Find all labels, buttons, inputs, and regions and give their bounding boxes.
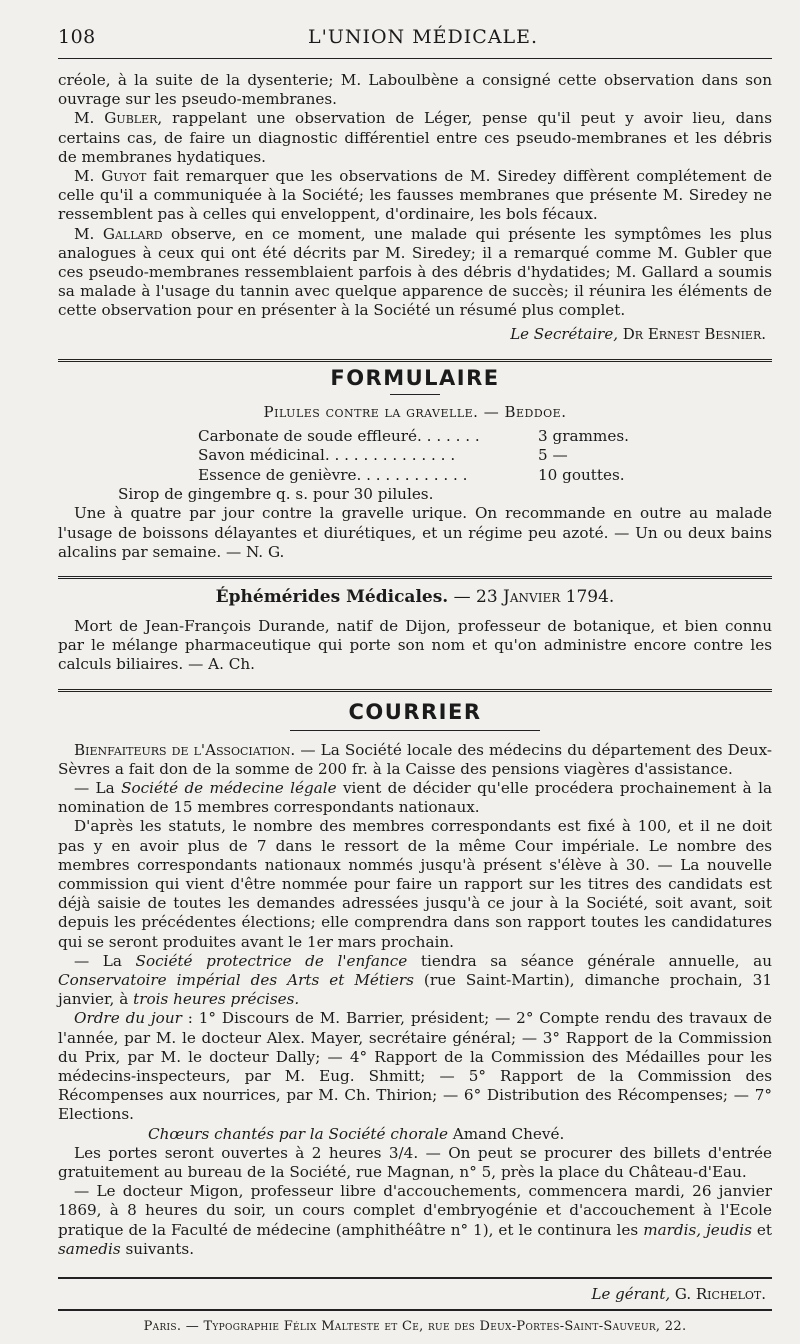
ephemerides-title: Éphémérides Médicales. (215, 586, 449, 607)
formulaire-section (58, 366, 772, 562)
paragraph-text: — La (74, 778, 122, 797)
discussion-text: fait remarquer que les observations de M. Siredey diffèrent complétement de celle qu'il a communiquée à la Société; les fausses membranes que présente M. Siredey ne ressemblent pas à celles qui enveloppent, d'ordinaire, les bols fécaux. (58, 167, 772, 224)
footer (58, 1277, 772, 1334)
section-title: COURRIER (348, 699, 482, 724)
ephemerides-heading (58, 587, 772, 607)
ingredients-table (198, 427, 629, 486)
paragraph-text: et (751, 1220, 773, 1239)
speaker-name: M. Guyot (74, 167, 147, 186)
courrier-section (58, 700, 772, 1259)
discussion-text: observe, en ce moment, une malade qui présente les symptômes les plus analogues à ceux qui ont été décrits par M. Siredey; il a remarqué comme M. Gubler que ces pseudo-membranes ressemblaient parfois à des débris d'hydatides; M. Gallard a soumis sa malade à l'usage du tannin avec quelque apparence de succès; il réunira les éléments de cette observation pour en présenter à la Société un résumé plus complet. (58, 224, 773, 320)
paragraph-text: tiendra sa séance générale annuelle, au (407, 951, 773, 970)
journal-title: L'UNION MÉDICALE. (308, 26, 539, 48)
instructions-paragraph: Une à quatre par jour contre la gravelle urique. On recommande en outre au malade l'usage de boissons délayantes et diurétiques, et un régime peu azoté. — Un ou deux bains alcalins par semaine. — N. G. (58, 504, 772, 561)
course-days: mardis, jeudis (643, 1220, 752, 1239)
courrier-paragraph (58, 1009, 772, 1124)
paragraph-text: vient de décider qu'elle procédera prochainement à la nomination de 15 membres correspondants nationaux. (58, 778, 772, 817)
speaker-name: M. Gubler, (74, 109, 163, 128)
courrier-paragraph (58, 1182, 772, 1259)
agenda-text: : 1° Discours de M. Barrier, président; — 2° Compte rendu des travaux de l'année, par M. le docteur Alex. Mayer, secrétaire général; — 3° Rapport de la Commission du Prix, par M. le docteur Dally; — 4° Rapport de la Commission des Médailles pour les médecins-inspecteurs, par M. Eug. Shmitt; — 5° Rapport de la Commission des Récompenses aux nourrices, par M. Ch. Thirion; — 6° Distribution des Récompenses; — 7° Elections. (58, 1009, 772, 1124)
venue-name: Conservatoire impérial des Arts et Métiers (58, 971, 414, 989)
courrier-paragraph (58, 779, 772, 817)
paragraph-text: — La Société locale des médecins du département des Deux-Sèvres a fait don de la somme de 200 fr. à la Caisse des pensions viagères d'assistance. (58, 740, 772, 778)
discussion-section (58, 71, 772, 343)
title-underline (390, 394, 440, 395)
ingredient-amount: 3 grammes. (538, 426, 629, 445)
ingredient-row (198, 427, 629, 447)
paragraph-text: — La (74, 951, 136, 970)
paragraph-text: — Le docteur Migon, professeur libre d'accouchements, commencera mardi, 26 janvier 1869, à 8 heures du soir, un cours complet d'embryogénie et d'accouchement à l'Ecole pratique de la Faculté de médecine (amphithéâtre n° 1), et le continura les (58, 1182, 772, 1239)
footer-rule (58, 1309, 772, 1311)
ephemerides-section (58, 587, 772, 675)
course-days: samedis (58, 1239, 121, 1258)
discussion-text: rappelant une observation de Léger, pense qu'il peut y avoir lieu, dans certains cas, de faire un diagnostic différentiel entre ces pseudo-membranes et les débris de membranes hydatiques. (58, 109, 772, 166)
society-name: Société protectrice de l'enfance (135, 951, 408, 970)
footer-rule (58, 1277, 772, 1279)
courrier-paragraph: Les portes seront ouvertes à 2 heures 3/4. — On peut se procurer des billets d'entrée gratuitement au bureau de la Société, rue Magnan, n° 5, près la place du Château-d'Eau. (58, 1143, 772, 1182)
discussion-paragraph (58, 167, 772, 225)
meeting-time: trois heures précises. (133, 990, 300, 1009)
ingredient-amount: 5 — (538, 446, 568, 465)
section-divider (58, 359, 772, 362)
title-underline (290, 730, 540, 731)
discussion-paragraph: créole, à la suite de la dysenterie; M. Laboulbène a consigné cette observation dans son ouvrage sur les pseudo-membranes. (58, 71, 772, 109)
page-number: 108 (58, 26, 96, 48)
paragraph-text: (rue Saint-Martin), dimanche prochain, 31 janvier, à (58, 971, 772, 1009)
paragraph-text: Amand Chevé. (447, 1124, 565, 1143)
printer-imprint: Paris. — Typographie Félix Malteste et Ce, rue des Deux-Portes-Saint-Sauveur, 22. (143, 1319, 687, 1335)
gerant-role: Le gérant, (591, 1285, 671, 1304)
discussion-paragraph (58, 109, 772, 167)
ephemerides-paragraph: Mort de Jean-François Durande, natif de Dijon, professeur de botanique, et bien connu par le mélange pharmaceutique qui porte son nom et qu'on administre encore contre les calculs biliaires. — A. Ch. (58, 616, 772, 674)
ingredient-amount: 10 gouttes. (538, 465, 625, 484)
ingredient-name: Carbonate de soude effleuré. . . . . . . (198, 426, 480, 445)
paragraph-text: suivants. (120, 1239, 195, 1258)
ingredient-row (198, 466, 629, 486)
ephemerides-date: — 23 Janvier 1794. (448, 586, 615, 607)
section-divider (58, 576, 772, 579)
syrup-line: Sirop de gingembre q. s. pour 30 pilules. (118, 485, 434, 504)
courrier-paragraph: D'après les statuts, le nombre des membres correspondants est fixé à 100, et il ne doit pas y en avoir plus de 7 dans le ressort de la même Cour impériale. Le nombre des membres correspondants nationaux nommés jusqu'à présent s'élève à 30. — La nouvelle commission qui vient d'être nommée pour faire un rapport sur les titres des candidats est déjà saisie de toutes les demandes adressées jusqu'à ce jour à la Société, soit avant, soit depuis les précédentes élections; elle comprendra dans son rapport toutes les candidatures qui se seront produites avant le 1er mars prochain. (58, 817, 772, 951)
secretary-signature (58, 325, 772, 343)
courrier-paragraph (58, 1125, 772, 1144)
choir-label: Chœurs chantés par la Société chorale (148, 1124, 448, 1143)
ingredient-row (198, 446, 629, 466)
signature-name: Dr Ernest Besnier. (617, 324, 766, 343)
running-head (58, 26, 772, 48)
section-divider (58, 689, 772, 692)
header-rule (58, 58, 772, 59)
society-name: Société de médecine légale (121, 778, 337, 797)
courrier-paragraph (58, 952, 772, 1010)
paragraph-lead: Bienfaiteurs de l'Association. (74, 740, 296, 759)
speaker-name: M. Gallard (74, 224, 163, 243)
ingredient-name: Essence de genièvre. . . . . . . . . . . . (198, 465, 468, 484)
signature-role: Le Secrétaire, (510, 324, 618, 343)
courrier-paragraph (58, 741, 772, 779)
agenda-label: Ordre du jour (74, 1009, 182, 1028)
section-title: FORMULAIRE (330, 365, 500, 390)
gerant-name: G. Richelot. (670, 1285, 766, 1304)
gerant-signature (58, 1285, 772, 1303)
ingredient-name: Savon médicinal. . . . . . . . . . . . . . (198, 446, 456, 465)
recipe-title: Pilules contre la gravelle. — Beddoe. (263, 402, 567, 421)
discussion-paragraph (58, 225, 772, 321)
